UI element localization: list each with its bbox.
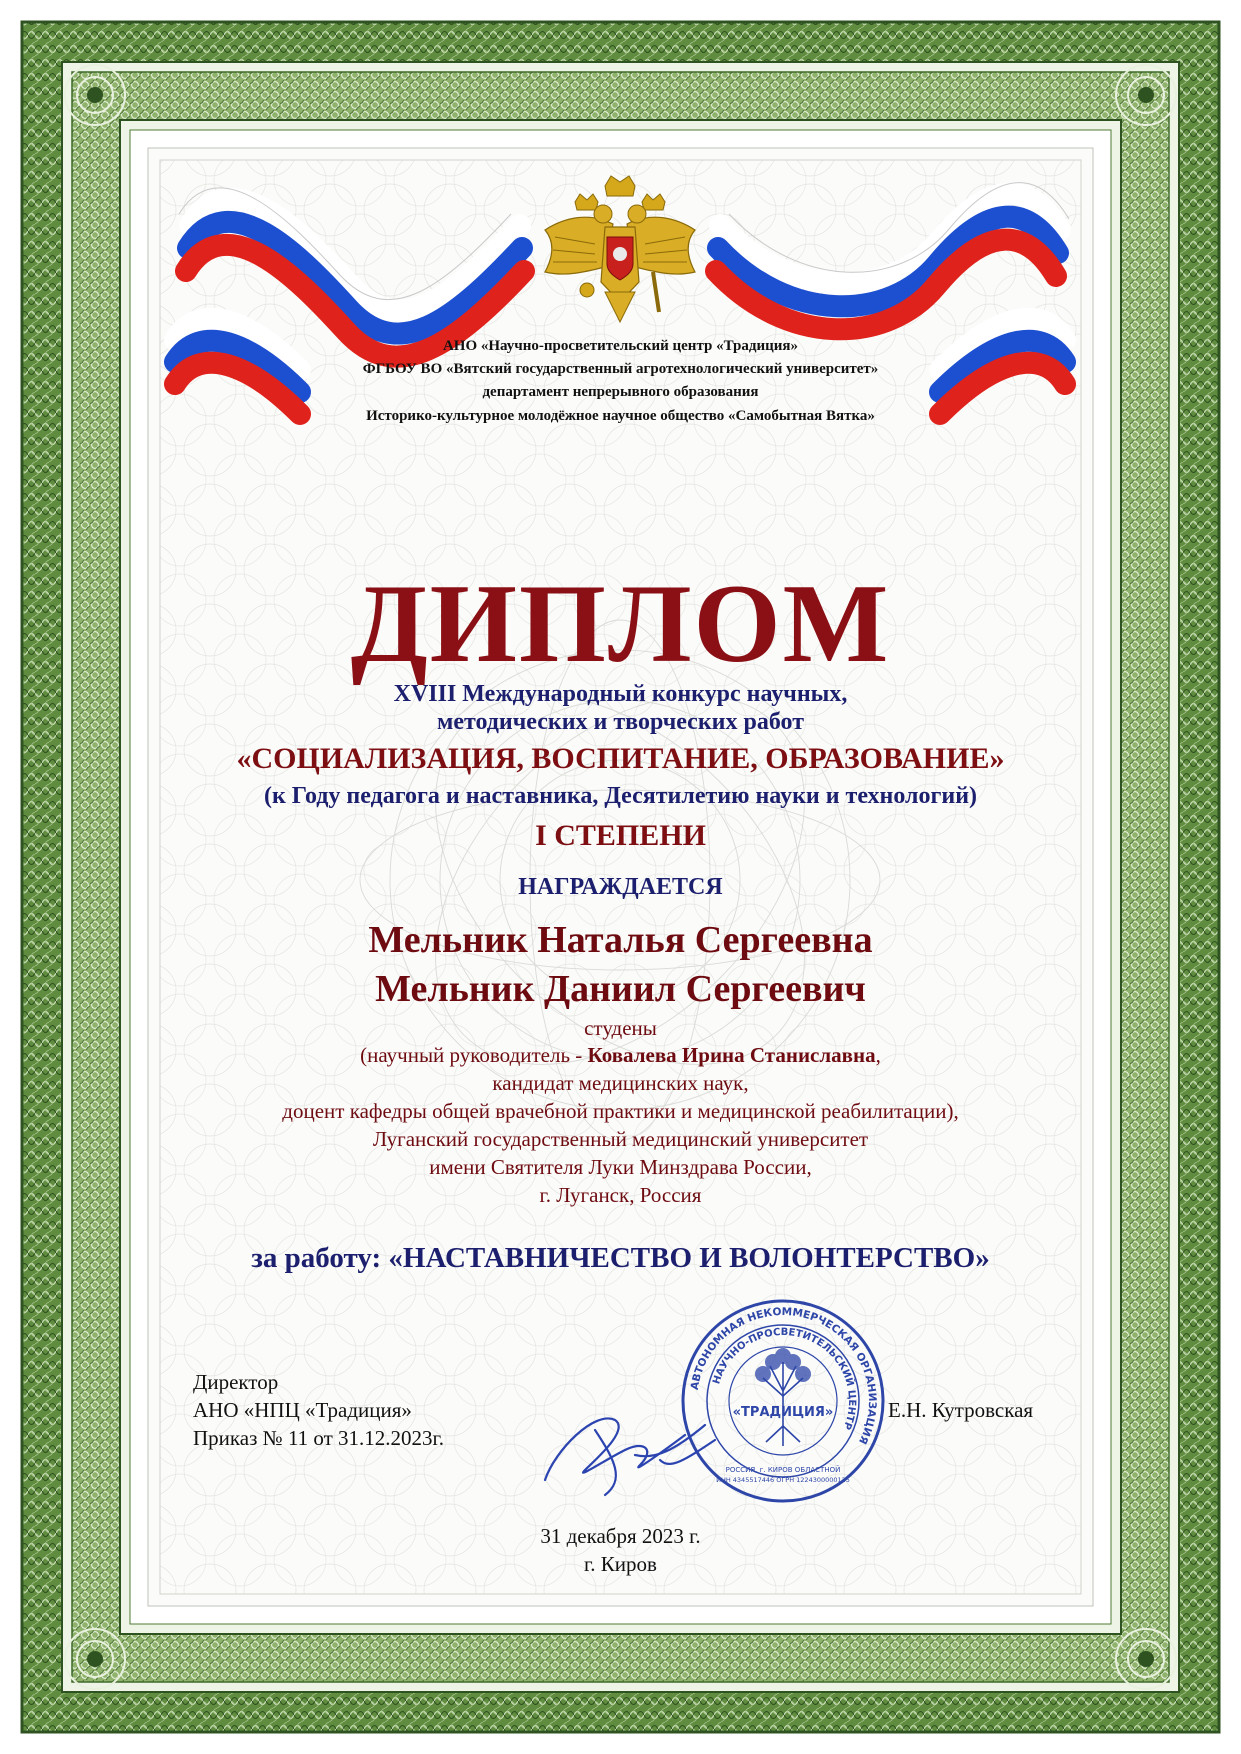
recipient-name-1: Мельник Наталья Сергеевна [368,919,873,961]
detail-line-5: г. Луганск, Россия [539,1183,702,1207]
work-title: «НАСТАВНИЧЕСТВО И ВОЛОНТЕРСТВО» [388,1242,990,1274]
signer-name: Е.Н. Кутровская [888,1398,1034,1422]
supervisor-prefix: (научный руководитель - [360,1043,588,1067]
signer-position: Директор [193,1370,279,1394]
stamp-ids-text: ИНН 4345517446 ОГРН 1224300000125 [716,1476,850,1484]
status-text: студены [584,1016,657,1040]
contest-name: «СОЦИАЛИЗАЦИЯ, ВОСПИТАНИЕ, ОБРАЗОВАНИЕ» [236,742,1005,775]
stamp-bottom-text: РОССИЯ, г. КИРОВ ОБЛАСТНОЙ [725,1466,841,1474]
organizer-line-3: департамент непрерывного образования [482,384,759,400]
handwritten-signature [535,1390,725,1510]
detail-line-3: Луганский государственный медицинский университет [372,1127,869,1151]
detail-line-1: кандидат медицинских наук, [492,1071,749,1095]
contest-line-2: методических и творческих работ [437,709,804,735]
supervisor-name: Ковалева Ирина Станиславна [587,1043,876,1067]
recipient-name-2: Мельник Даниил Сергеевич [375,968,866,1010]
organizer-line-1: АНО «Научно-просветительский центр «Традиция» [442,338,799,354]
order-reference: Приказ № 11 от 31.12.2023г. [193,1426,445,1450]
contest-line-1: XVIII Международный конкурс научных, [393,681,848,707]
contest-dedication: (к Году педагога и наставника, Десятилетию науки и технологий) [263,783,978,809]
supervisor-suffix: , [875,1043,881,1067]
stamp-inner-text: НАУЧНО-ПРОСВЕТИТЕЛЬСКИЙ ЦЕНТР [711,1326,858,1431]
degree-label: I СТЕПЕНИ [535,819,706,852]
detail-line-4: имени Святителя Луки Минздрава России, [429,1155,812,1179]
work-prefix: за работу: [251,1242,389,1274]
work-title-line [0,1241,1241,1275]
coat-of-arms-icon [535,172,705,332]
supervisor-line [0,1043,1241,1068]
awarded-label: НАГРАЖДАЕТСЯ [518,874,723,900]
organizer-line-4: Историко-культурное молодёжное научное общество «Самобытная Вятка» [366,408,875,424]
signer-org: АНО «НПЦ «Традиция» [193,1398,412,1422]
diploma-title: ДИПЛОМ [350,562,891,686]
issue-date: 31 декабря 2023 г. [540,1524,701,1548]
organizer-line-2: ФГБОУ ВО «Вятский государственный агротехнологический университет» [362,361,879,377]
issue-city: г. Киров [584,1552,657,1576]
stamp-center-text: «ТРАДИЦИЯ» [732,1405,834,1420]
detail-line-2: доцент кафедры общей врачебной практики и медицинской реабилитации), [282,1099,959,1123]
stamp-outer-text: АВТОНОМНАЯ НЕКОММЕРЧЕСКАЯ ОРГАНИЗАЦИЯ [688,1305,879,1446]
